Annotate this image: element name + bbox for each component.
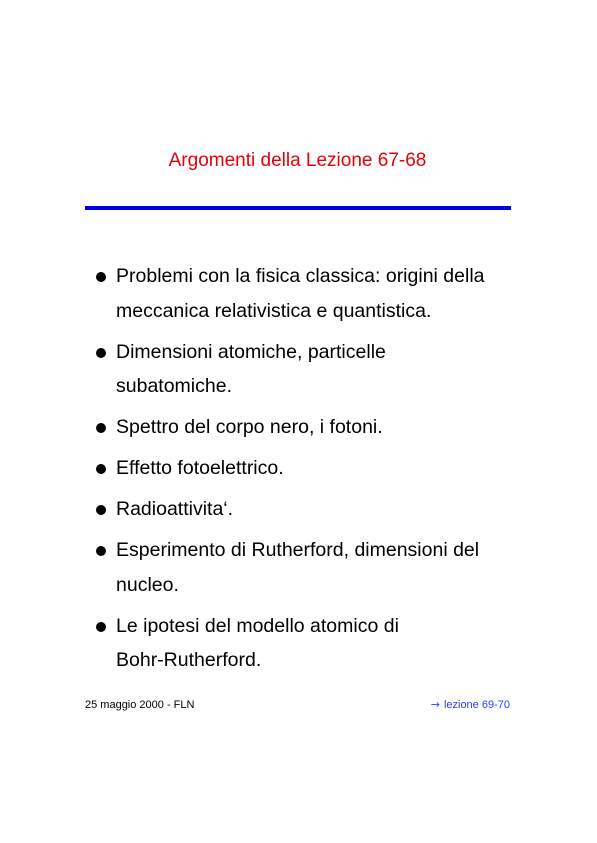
page-title: Argomenti della Lezione 67-68	[168, 150, 427, 171]
bullet-icon	[96, 464, 106, 474]
list-item-text-continued: meccanica relativistica e quantistica.	[116, 299, 432, 322]
list-item-text-continued: nucleo.	[116, 573, 179, 596]
right-arrow-icon: →	[430, 698, 440, 711]
list-item-text-continued: subatomiche.	[116, 375, 232, 397]
footer-date-author: 25 maggio 2000 - FLN	[85, 699, 195, 711]
bullet-icon	[96, 622, 106, 632]
list-item-text: Effetto fotoelettrico.	[116, 457, 284, 479]
list-item	[93, 335, 523, 404]
bullet-icon	[96, 423, 106, 433]
list-item	[93, 451, 523, 486]
list-item-text: Radioattivita‘.	[116, 498, 234, 520]
bullet-icon	[96, 272, 106, 282]
list-item-text: Spettro del corpo nero, i fotoni.	[116, 416, 383, 438]
bullet-icon	[96, 505, 106, 515]
list-item-text: Dimensioni atomiche, particelle	[116, 340, 386, 363]
list-item	[93, 410, 523, 445]
title-divider	[85, 206, 511, 210]
list-item-text: Esperimento di Rutherford, dimensioni del	[116, 539, 480, 561]
list-item	[93, 533, 523, 602]
bullet-icon	[96, 546, 106, 556]
list-item-text-continued: Bohr-Rutherford.	[116, 649, 262, 671]
topic-list	[93, 259, 523, 684]
list-item-text: Le ipotesi del modello atomico di	[116, 614, 399, 637]
next-lesson-label: lezione 69-70	[443, 699, 510, 711]
list-item-text: Problemi con la fisica classica: origini della	[116, 265, 485, 287]
bullet-icon	[96, 348, 106, 358]
list-item	[93, 492, 523, 527]
next-lesson-link[interactable]	[431, 698, 510, 712]
list-item	[93, 259, 523, 328]
list-item	[93, 609, 523, 678]
